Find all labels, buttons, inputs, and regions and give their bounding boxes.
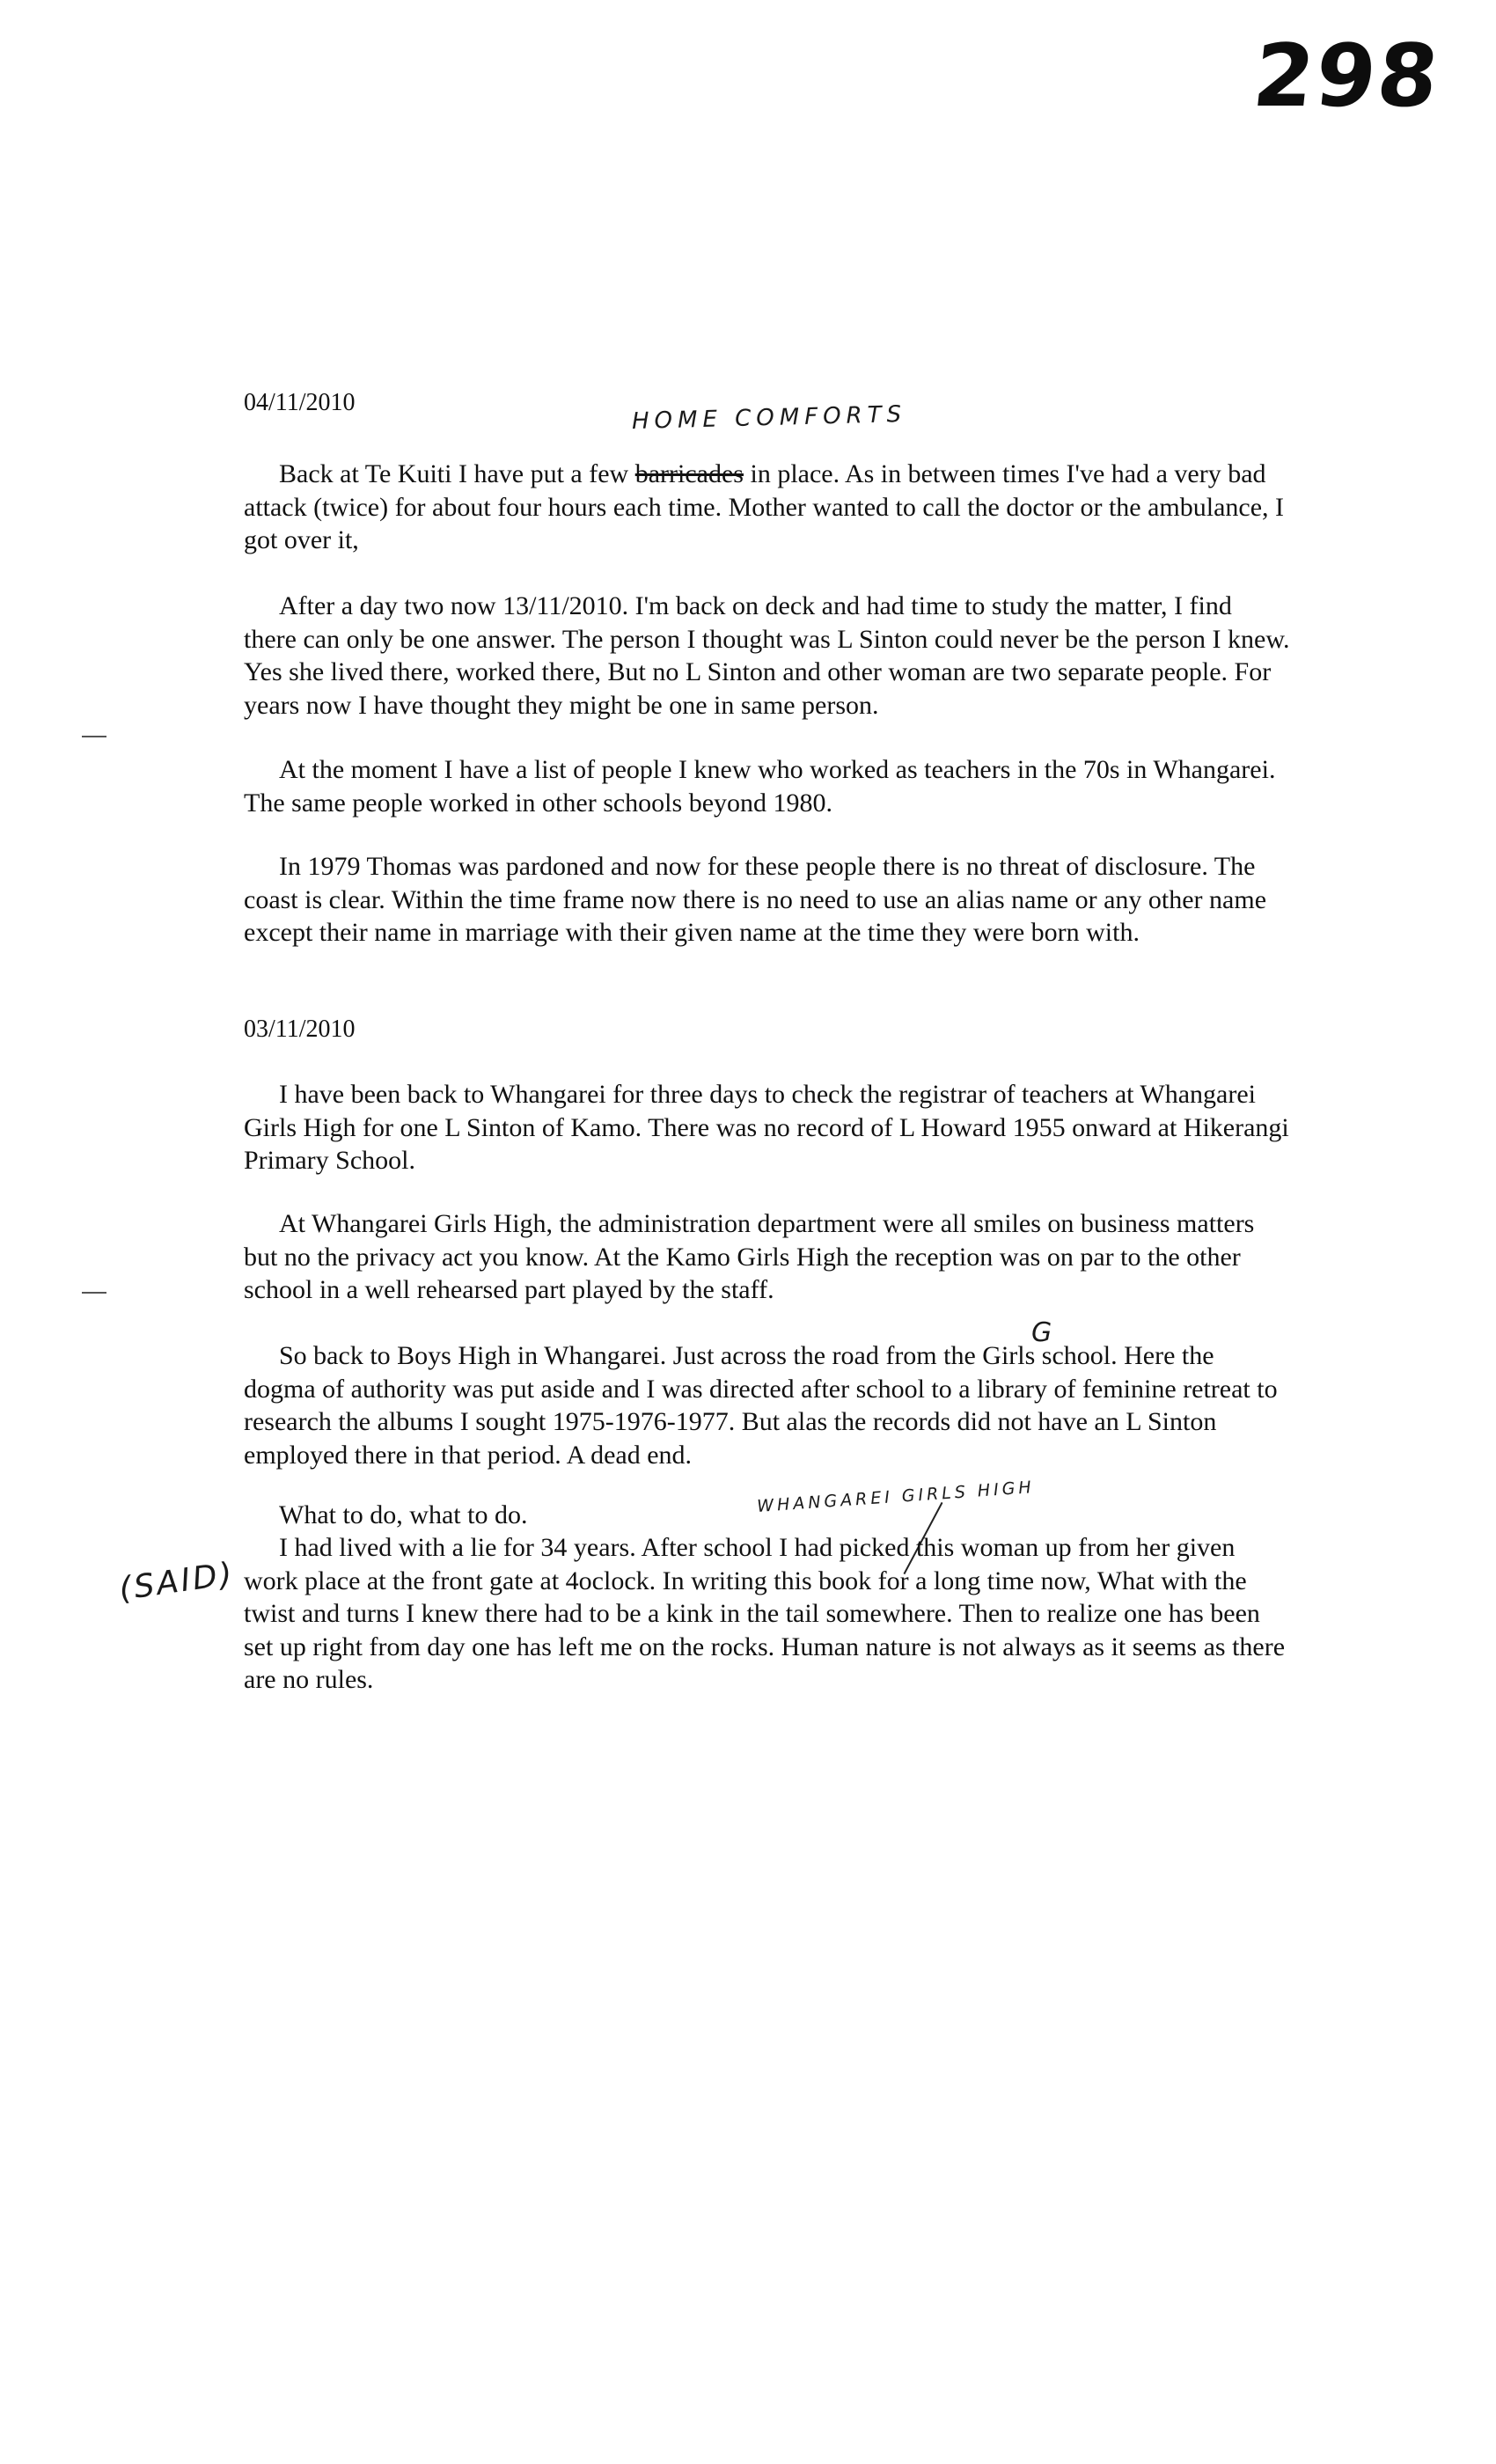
handwritten-margin-note: (SAID) <box>116 1556 238 1608</box>
handwritten-heading: HOME COMFORTS <box>631 400 907 436</box>
margin-mark <box>82 1292 106 1294</box>
paragraph-text: What to do, what to do. <box>279 1500 528 1529</box>
paragraph <box>244 753 1291 819</box>
struck-word: barricades <box>634 459 744 488</box>
paragraph <box>244 1078 1291 1177</box>
paragraph-text: In 1979 Thomas was pardoned and now for these people there is no threat of disclosure. The coast is clear. Within the time frame now there is no need to use an alias name or any other name except their name in marriage with their given name at the time they were born with. <box>244 852 1267 947</box>
paragraph <box>244 850 1291 950</box>
entry-date: 04/11/2010 <box>244 389 356 416</box>
page-number: 298 <box>1249 26 1445 127</box>
paragraph-text: At Whangarei Girls High, the administration department were all smiles on business matters but no the privacy act you know. At the Kamo Girls High the reception was on par to the other school in a well rehearsed part played by the staff. <box>244 1209 1255 1304</box>
paragraph-text: Back at Te Kuiti I have put a few <box>279 459 635 488</box>
paragraph-text: I had lived with a lie for 34 years. After school I had picked this woman up from her given work place at the front gate at 4oclock. In writing this book for a long time now, What with the twist and turns I knew there had to be a kink in the tail somewhere. Then to realize one has been set up right from day one has left me on the rocks. Human nature is not always as it seems as there are no rules. <box>244 1533 1286 1694</box>
paragraph <box>244 1499 1291 1532</box>
paragraph <box>244 1531 1291 1697</box>
margin-mark <box>82 736 106 737</box>
entry-date: 03/11/2010 <box>244 1016 356 1043</box>
paragraph <box>244 1207 1291 1307</box>
paragraph-text: After a day two now 13/11/2010. I'm back on deck and had time to study the matter, I find there can only be one answer. The person I thought was L Sinton could never be the person I knew. Yes she lived there, worked there, But no L Sinton and other woman are two separate people. For years now I have thought they might be one in same person. <box>244 591 1290 720</box>
paragraph <box>244 458 1291 557</box>
paragraph-text: At the moment I have a list of people I knew who worked as teachers in the 70s in Whangarei. The same people worked in other schools beyond 1980. <box>244 755 1276 818</box>
paragraph-text: So back to Boys High in Whangarei. Just across the road from the Girls school. Here the dogma of authority was put aside and I was directed after school to a library of feminine retreat to research the albums I sought 1975-1976-1977. But alas the records did not have an L Sinton employed there in that period. A dead end. <box>244 1341 1278 1470</box>
paragraph <box>244 590 1291 722</box>
paragraph-text: I have been back to Whangarei for three days to check the registrar of teachers at Whangarei Girls High for one L Sinton of Kamo. There was no record of L Howard 1955 onward at Hikerangi Primary School. <box>244 1080 1289 1175</box>
paragraph <box>244 1339 1291 1471</box>
paragraph-text: in place. As in between times I've had a very bad attack (twice) for about four hours each time. Mother wanted to call the doctor or the ambulance, I got over it, <box>244 459 1285 554</box>
handwritten-insertion: WHANGAREI GIRLS HIGH <box>756 1478 1036 1516</box>
handwritten-correction: G <box>1031 1317 1052 1348</box>
